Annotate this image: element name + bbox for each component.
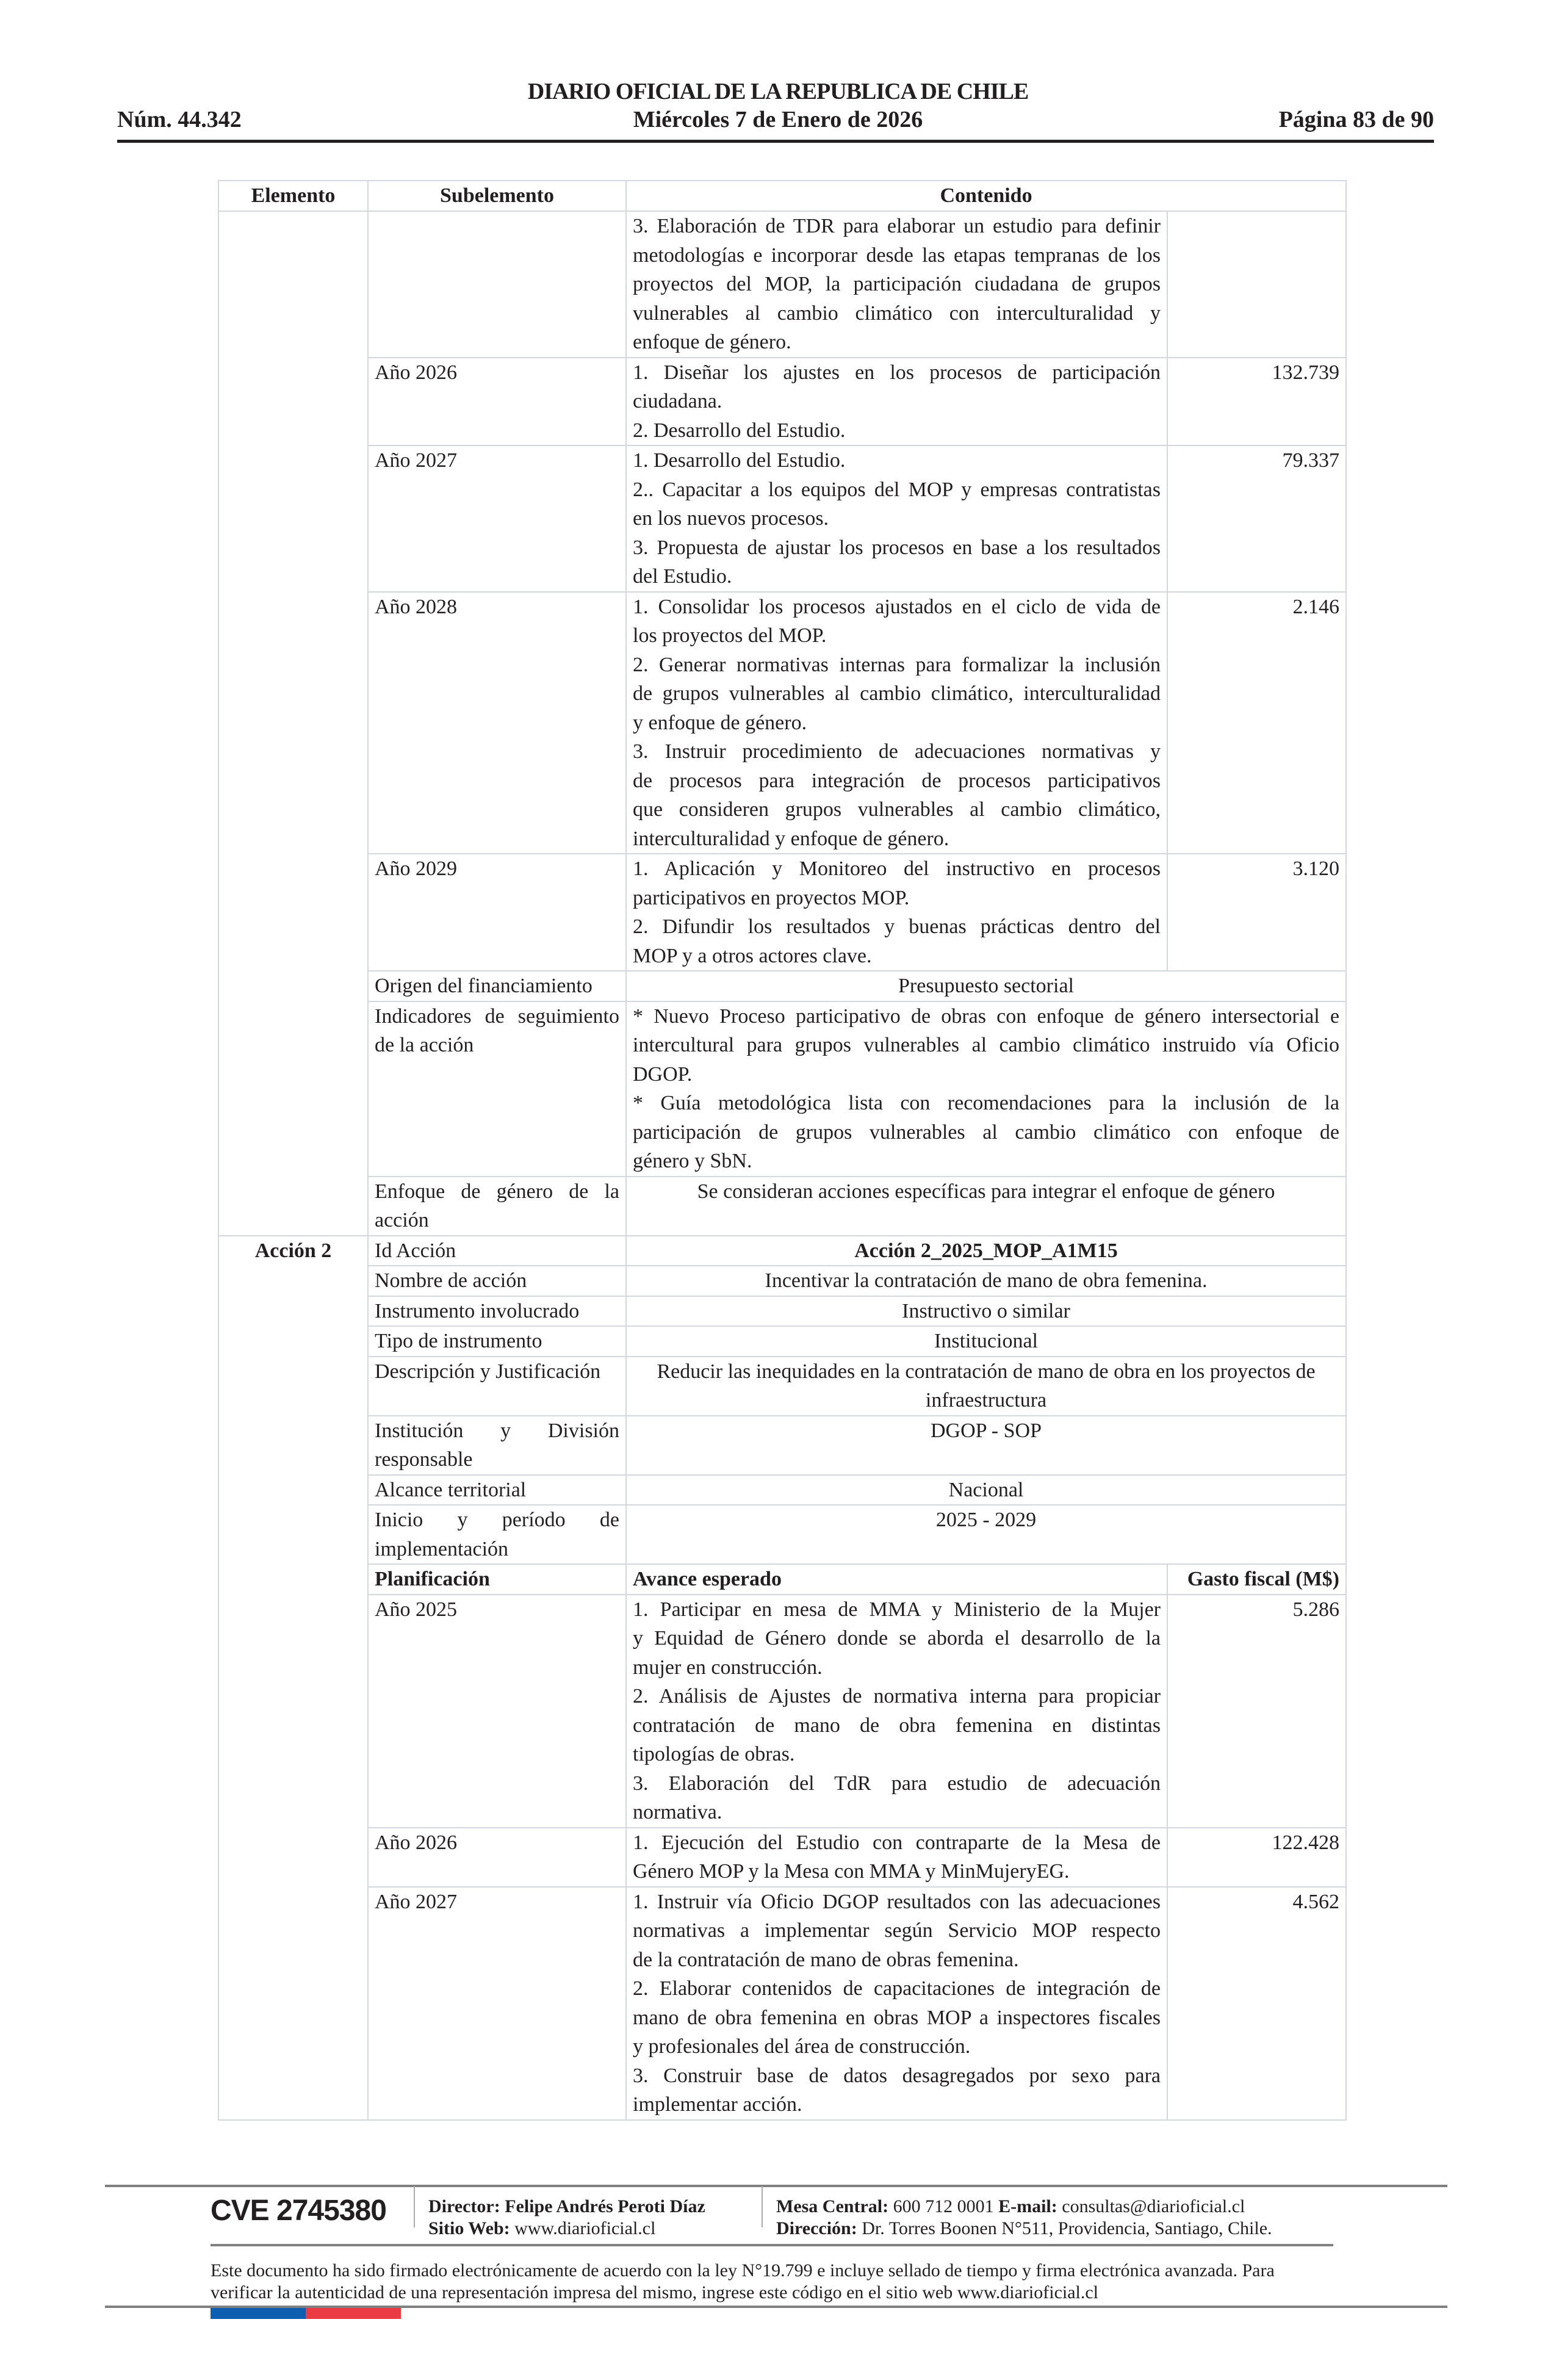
subelement-cell — [368, 211, 626, 358]
content-line: del Estudio. — [633, 565, 732, 588]
value-cell: Instructivo o similar — [626, 1296, 1346, 1327]
content-line: 1. Participar en mesa de MMA y Ministerio de la Mujer — [633, 1598, 1161, 1621]
content-line: 2. Generar normativas internas para formalizar la inclusión — [633, 653, 1161, 676]
subelement-cell: Planificación — [368, 1564, 626, 1595]
table-row — [218, 1564, 1346, 1595]
content-cell — [626, 1595, 1167, 1828]
email-link[interactable]: consultas@diarioficial.cl — [1062, 2196, 1245, 2216]
content-line: * Guía metodológica lista con recomendaciones para la inclusión de la — [633, 1092, 1340, 1114]
subelement-cell: Tipo de instrumento — [368, 1326, 626, 1357]
fiscal-expense-cell — [1167, 211, 1346, 358]
content-line: 1. Instruir vía Oficio DGOP resultados con las adecuaciones — [633, 1890, 1161, 1913]
content-line: normativa. — [633, 1801, 722, 1823]
content-line: tipologías de obras. — [633, 1743, 795, 1765]
content-line: DGOP. — [633, 1062, 693, 1086]
content-line: mano de obra femenina en obras MOP a inspectores fiscales — [633, 2006, 1161, 2029]
content-line: de grupos vulnerables al cambio climático, interculturalidad — [633, 682, 1161, 705]
footer-contact-block — [776, 2196, 1272, 2240]
content-line: los proyectos del MOP. — [633, 624, 827, 647]
footer-director-block — [428, 2196, 705, 2240]
footer-rule — [105, 2185, 1447, 2187]
content-line: 1. Desarrollo del Estudio. — [633, 449, 846, 472]
content-line: intercultural para grupos vulnerables al cambio climático instruido vía Oficio — [633, 1034, 1340, 1056]
subelement-cell: Nombre de acción — [368, 1266, 626, 1296]
content-line: implementar acción. — [633, 2093, 802, 2116]
email-label: E-mail: — [998, 2196, 1057, 2216]
table-row — [218, 854, 1346, 971]
content-line: proyectos del MOP, la participación ciudadana de grupos — [633, 273, 1161, 295]
value-cell: Institucional — [626, 1326, 1346, 1357]
legal-notice: Este documento ha sido firmado electrónicamente de acuerdo con la ley N°19.799 e incluye sellado de tiempo y firma electrónica avanzada. Para verificar la autenticidad de una representación impresa del mismo, ingrese este código en el sitio web www.diarioficial.cl — [211, 2260, 1275, 2302]
cve-code: CVE 2745380 — [211, 2194, 386, 2227]
subelement-cell: Año 2026 — [368, 358, 626, 446]
content-line: contratación de mano de obra femenina en distintas — [633, 1714, 1161, 1737]
subelement-cell: Instrumento involucrado — [368, 1296, 626, 1327]
fiscal-expense-cell: 79.337 — [1167, 445, 1346, 592]
table-row — [218, 1296, 1346, 1327]
content-line: de procesos para integración de procesos participativos — [633, 769, 1161, 792]
col-contenido: Contenido — [626, 181, 1346, 211]
header-rule — [117, 140, 1434, 143]
subelement-cell: Enfoque de género de la acción — [368, 1177, 626, 1236]
subelement-cell: Año 2026 — [368, 1828, 626, 1887]
subelement-cell: Indicadores de seguimiento de la acción — [368, 1001, 626, 1177]
content-line: 3. Instruir procedimiento de adecuaciones normativas y — [633, 740, 1161, 763]
subelement-cell: Institución y División responsable — [368, 1416, 626, 1475]
page-number: Página 83 de 90 — [1278, 107, 1434, 132]
address: Dr. Torres Boonen N°511, Providencia, Santiago, Chile. — [862, 2218, 1272, 2238]
content-line: mujer en construcción. — [633, 1656, 823, 1679]
subelement-cell: Año 2027 — [368, 1887, 626, 2120]
content-line: 1. Ejecución del Estudio con contraparte de la Mesa de — [633, 1831, 1161, 1854]
content-line: MOP y a otros actores clave. — [633, 944, 872, 967]
col-subelemento: Subelemento — [368, 181, 626, 211]
content-line: participación de grupos vulnerables al cambio climático con enfoque de — [633, 1120, 1340, 1144]
fiscal-expense-cell: 3.120 — [1167, 854, 1346, 971]
content-line: 1. Consolidar los procesos ajustados en el ciclo de vida de — [633, 595, 1161, 618]
content-cell — [626, 358, 1167, 446]
value-cell: Reducir las inequidades en la contratación de mano de obra en los proyectos de infraestructura — [626, 1357, 1346, 1416]
content-line: interculturalidad y enfoque de género. — [633, 827, 949, 850]
table-row — [218, 445, 1346, 592]
value-cell: DGOP - SOP — [626, 1416, 1346, 1475]
content-line: 2.. Capacitar a los equipos del MOP y empresas contratistas — [633, 478, 1161, 501]
table-row — [218, 1326, 1346, 1357]
col-elemento: Elemento — [218, 181, 368, 211]
table-row — [218, 1177, 1346, 1236]
content-cell — [626, 854, 1167, 971]
content-line: ciudadana. — [633, 390, 722, 413]
content-line: 3. Propuesta de ajustar los procesos en base a los resultados — [633, 536, 1161, 559]
table-row — [218, 211, 1346, 358]
subelement-cell: Descripción y Justificación — [368, 1357, 626, 1416]
content-line: y profesionales del área de construcción. — [633, 2035, 971, 2058]
table-row — [218, 1266, 1346, 1296]
content-line: y enfoque de género. — [633, 711, 807, 734]
value-cell: Presupuesto sectorial — [626, 971, 1346, 1001]
web-label: Sitio Web: — [428, 2218, 510, 2238]
content-line: normativas a implementar según Servicio MOP respecto — [633, 1919, 1161, 1942]
value-cell: Acción 2_2025_MOP_A1M15 — [626, 1236, 1346, 1266]
fiscal-expense-cell: 2.146 — [1167, 592, 1346, 854]
subelement-cell: Año 2029 — [368, 854, 626, 971]
table-row — [218, 1828, 1346, 1887]
content-line: 3. Elaboración del TdR para estudio de adecuación — [633, 1772, 1161, 1795]
fiscal-expense-cell: 122.428 — [1167, 1828, 1346, 1887]
content-line: que consideren grupos vulnerables al cambio climático, — [633, 798, 1161, 821]
issue-date: Miércoles 7 de Enero de 2026 — [633, 107, 923, 132]
value-cell: Incentivar la contratación de mano de obra femenina. — [626, 1266, 1346, 1296]
content-cell — [626, 445, 1167, 592]
subelement-cell: Año 2025 — [368, 1595, 626, 1828]
mesa-label: Mesa Central: — [776, 2196, 889, 2216]
table-row — [218, 1505, 1346, 1564]
content-line: 1. Aplicación y Monitoreo del instructivo en procesos — [633, 857, 1161, 880]
subelement-cell: Origen del financiamiento — [368, 971, 626, 1001]
footer-divider — [414, 2186, 415, 2227]
flag-stripe-red — [306, 2308, 401, 2319]
content-line: y Equidad de Género donde se aborda el desarrollo de la — [633, 1627, 1161, 1650]
fiscal-expense-cell: 5.286 — [1167, 1595, 1346, 1828]
content-line: en los nuevos procesos. — [633, 507, 829, 530]
table-row — [218, 1236, 1346, 1266]
content-line: 1. Diseñar los ajustes en los procesos de participación — [633, 361, 1161, 384]
element-cell: Acción 2 — [218, 1236, 368, 2120]
value-cell: 2025 - 2029 — [626, 1505, 1346, 1564]
journal-title: DIARIO OFICIAL DE LA REPUBLICA DE CHILE — [527, 79, 1029, 104]
content-line: * Nuevo Proceso participativo de obras con enfoque de género intersectorial e — [633, 1004, 1340, 1028]
table-row — [218, 1595, 1346, 1828]
table-row — [218, 358, 1346, 446]
mesa-phone: 600 712 0001 — [893, 2196, 994, 2216]
content-line: metodologías e incorporar desde las etapas tempranas de los — [633, 243, 1161, 267]
content-line: Género MOP y la Mesa con MMA y MinMujeryEG. — [633, 1860, 1070, 1883]
content-line: 2. Desarrollo del Estudio. — [633, 419, 846, 442]
content-line: 2. Difundir los resultados y buenas prácticas dentro del — [633, 915, 1161, 938]
table-body — [218, 211, 1346, 2120]
value-cell: Se consideran acciones específicas para integrar el enfoque de género — [626, 1177, 1346, 1236]
content-cell — [626, 211, 1167, 358]
table-row — [218, 1416, 1346, 1475]
content-line: enfoque de género. — [633, 331, 791, 353]
table-row — [218, 1001, 1346, 1177]
content-cell — [626, 1887, 1167, 2120]
subelement-cell: Año 2027 — [368, 445, 626, 592]
content-line: vulnerables al cambio climático con interculturalidad y — [633, 301, 1161, 325]
address-label: Dirección: — [776, 2218, 857, 2238]
issue-number: Núm. 44.342 — [117, 107, 242, 132]
content-line: participativos en proyectos MOP. — [633, 886, 910, 909]
table-row — [218, 592, 1346, 854]
content-cell — [626, 1828, 1167, 1887]
web-link[interactable]: www.diarioficial.cl — [514, 2218, 656, 2238]
subelement-cell: Alcance territorial — [368, 1475, 626, 1506]
fiscal-expense-cell: 132.739 — [1167, 358, 1346, 446]
element-cell — [218, 211, 368, 1236]
subelement-cell: Inicio y período de implementación — [368, 1505, 626, 1564]
fiscal-expense-header: Gasto fiscal (M$) — [1167, 1564, 1346, 1595]
table-row — [218, 1357, 1346, 1416]
director-name: Felipe Andrés Peroti Díaz — [505, 2196, 705, 2216]
content-cell — [626, 1001, 1346, 1177]
footer-divider — [762, 2186, 763, 2227]
content-line: 3. Construir base de datos desagregados por sexo para — [633, 2064, 1161, 2087]
expected-progress-header: Avance esperado — [626, 1564, 1167, 1595]
content-line: género y SbN. — [633, 1150, 752, 1172]
subelement-cell: Año 2028 — [368, 592, 626, 854]
value-cell: Nacional — [626, 1475, 1346, 1506]
footer-rule — [211, 2244, 1333, 2246]
table-row — [218, 1887, 1346, 2120]
fiscal-expense-cell: 4.562 — [1167, 1887, 1346, 2120]
table-header-row — [218, 181, 1346, 211]
content-cell — [626, 592, 1167, 854]
action-table — [218, 180, 1347, 2121]
content-line: de la contratación de mano de obras femenina. — [633, 1948, 1019, 1971]
director-label: Director: — [428, 2196, 500, 2216]
flag-stripe-blue — [211, 2308, 306, 2319]
table-row — [218, 1475, 1346, 1506]
table-row — [218, 971, 1346, 1001]
content-line: 2. Análisis de Ajustes de normativa interna para propiciar — [633, 1685, 1161, 1707]
content-line: 3. Elaboración de TDR para elaborar un estudio para definir — [633, 215, 1161, 237]
content-line: 2. Elaborar contenidos de capacitaciones de integración de — [633, 1977, 1161, 2000]
subelement-cell: Id Acción — [368, 1236, 626, 1266]
